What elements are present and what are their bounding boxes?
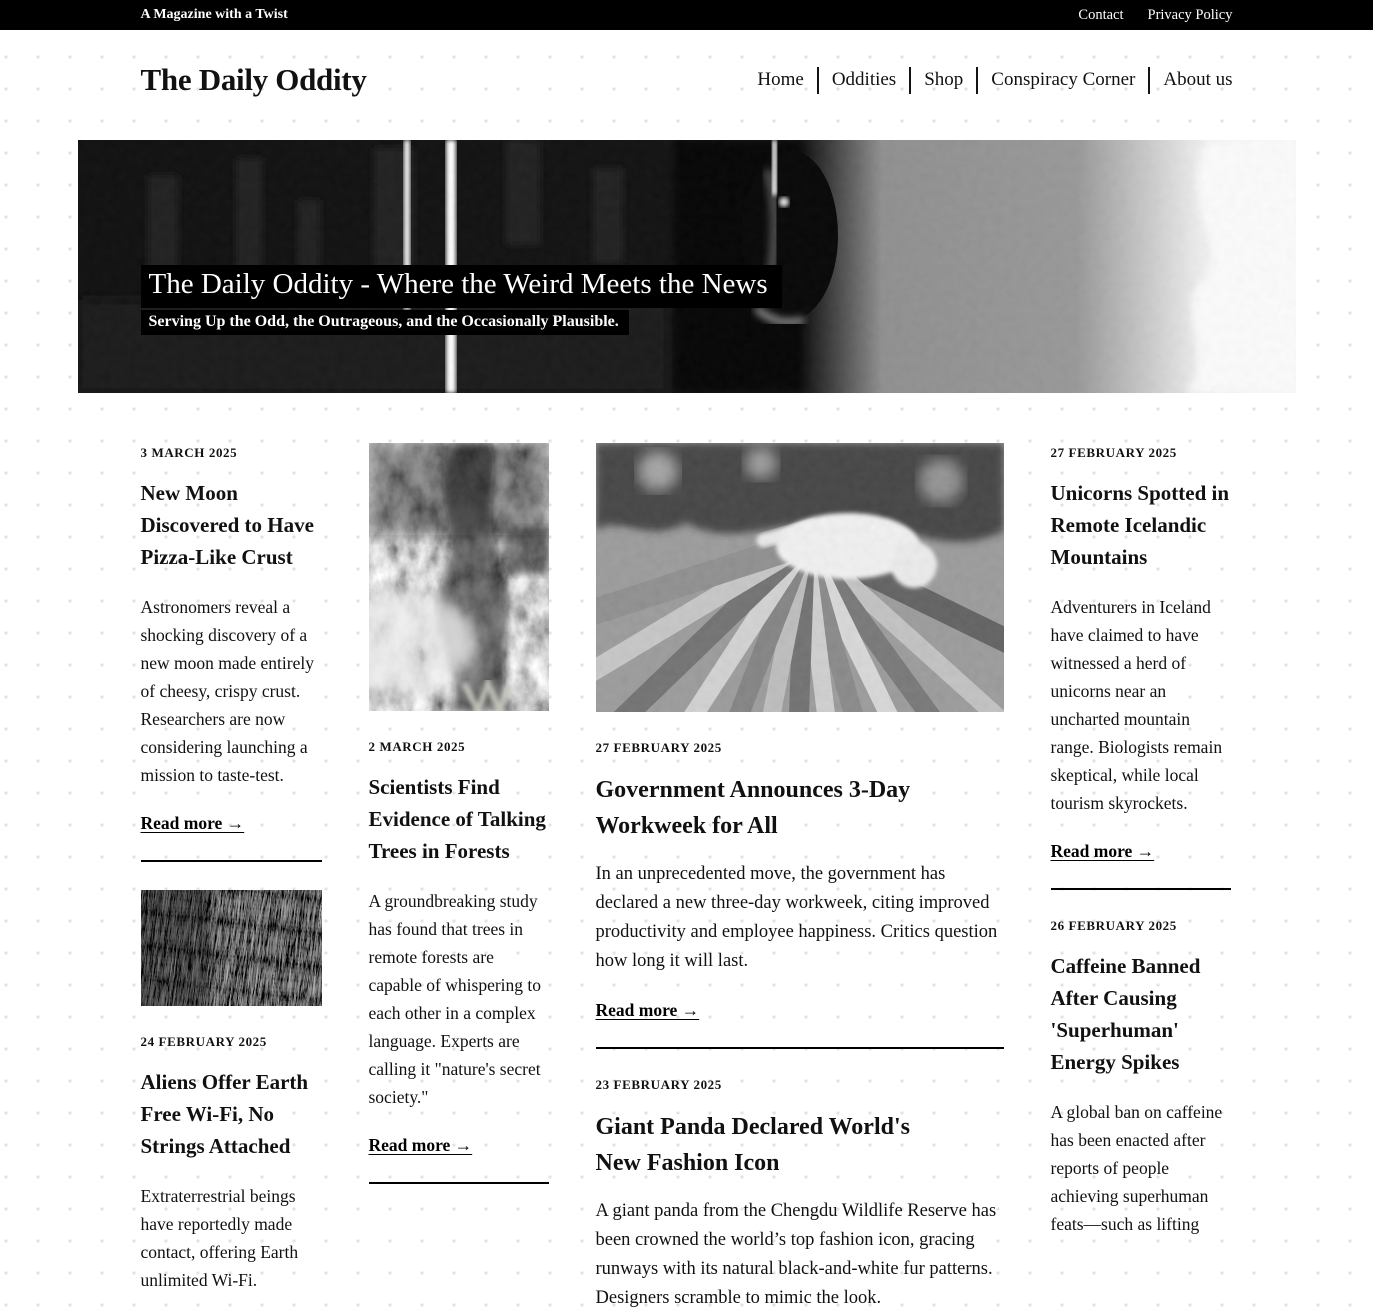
article-excerpt: Astronomers reveal a shocking discovery of a new moon made entirely of cheesy, crispy crust. Researchers are now considering launching a mission to taste-test.	[140, 597, 314, 785]
article-new-moon-pizza-crust	[141, 445, 322, 862]
articles-grid	[141, 443, 1233, 1309]
article-excerpt: A giant panda from the Chengdu Wildlife Reserve has been crowned the world’s top fashion icon, gracing runways with its natural black-and-white fur patterns. Designers scramble to mimic the look.	[595, 1201, 997, 1308]
article-three-day-workweek	[596, 443, 1004, 1049]
article-title[interactable]: Scientists Find Evidence of Talking Trees in Forests	[368, 775, 546, 863]
article-title[interactable]: Government Announces 3-Day Workweek for All	[595, 777, 911, 839]
article-title[interactable]: Caffeine Banned After Causing 'Superhuman' Energy Spikes	[1050, 954, 1201, 1074]
article-excerpt: Extraterrestrial beings have reportedly made contact, offering Earth unlimited Wi-Fi.	[140, 1186, 299, 1290]
article-title[interactable]: Aliens Offer Earth Free Wi-Fi, No Strings Attached	[140, 1070, 309, 1158]
column-3	[596, 443, 1004, 1309]
article-caffeine-ban	[1051, 918, 1231, 1238]
article-date: 2 MARCH 2025	[368, 739, 466, 754]
article-excerpt: In an unprecedented move, the government has declared a new three-day workweek, citing improved productivity and employee happiness. Critics question how long it will last.	[595, 864, 998, 971]
article-date: 24 FEBRUARY 2025	[140, 1034, 267, 1049]
read-more-link[interactable]: Read more →	[140, 813, 245, 833]
article-unicorns-iceland	[1051, 445, 1231, 890]
article-panda-fashion-icon	[596, 1077, 1004, 1309]
article-title[interactable]: Giant Panda Declared World's New Fashion Icon	[595, 1114, 910, 1176]
article-talking-trees	[369, 443, 549, 1184]
column-2	[369, 443, 549, 1212]
article-image-fur-texture[interactable]	[141, 890, 322, 1006]
topbar-links	[1078, 7, 1232, 24]
article-image-tree-trunk[interactable]	[369, 443, 549, 711]
article-date: 23 FEBRUARY 2025	[595, 1077, 722, 1092]
nav-separator	[817, 67, 819, 94]
nav-separator	[1148, 67, 1150, 94]
top-bar-inner	[141, 7, 1233, 24]
nav-separator	[976, 67, 978, 94]
nav-oddities[interactable]: Oddities	[831, 69, 897, 90]
article-date: 26 FEBRUARY 2025	[1050, 918, 1177, 933]
article-date: 27 FEBRUARY 2025	[595, 740, 722, 755]
article-divider	[369, 1182, 549, 1184]
read-more-link[interactable]: Read more →	[595, 1000, 700, 1020]
article-divider	[141, 860, 322, 862]
article-excerpt: Adventurers in Iceland have claimed to have witnessed a herd of unicorns near an uncharted mountain range. Biologists remain skeptical, while local tourism skyrockets.	[1050, 597, 1223, 813]
article-title[interactable]: Unicorns Spotted in Remote Icelandic Mountains	[1050, 481, 1230, 569]
hero-subheadline: Serving Up the Odd, the Outrageous, and the Occasionally Plausible.	[141, 310, 629, 335]
article-divider	[596, 1047, 1004, 1049]
nav-shop[interactable]: Shop	[924, 69, 964, 90]
nav-about-us[interactable]: About us	[1163, 69, 1233, 90]
article-divider	[1051, 888, 1231, 890]
article-date: 3 MARCH 2025	[140, 445, 238, 460]
article-date: 27 FEBRUARY 2025	[1050, 445, 1177, 460]
privacy-policy-link[interactable]: Privacy Policy	[1147, 6, 1233, 23]
hero-banner	[78, 140, 1296, 393]
article-excerpt: A groundbreaking study has found that trees in remote forests are capable of whispering to each other in a complex language. Experts are calling it "nature's secret society."	[368, 891, 542, 1107]
article-title[interactable]: New Moon Discovered to Have Pizza-Like Crust	[140, 481, 314, 569]
column-1	[141, 443, 322, 1309]
top-bar	[0, 0, 1373, 30]
read-more-link[interactable]: Read more →	[1050, 841, 1155, 861]
column-4	[1051, 443, 1231, 1262]
site-header	[141, 30, 1233, 120]
site-title[interactable]: The Daily Oddity	[140, 62, 367, 97]
contact-link[interactable]: Contact	[1078, 6, 1124, 23]
hero-text-overlay	[141, 265, 782, 335]
article-excerpt: A global ban on caffeine has been enacted after reports of people achieving superhuman feats—such as lifting	[1050, 1102, 1223, 1234]
article-aliens-free-wifi	[141, 890, 322, 1294]
nav-home[interactable]: Home	[757, 69, 804, 90]
nav-conspiracy-corner[interactable]: Conspiracy Corner	[991, 69, 1136, 90]
site-tagline: A Magazine with a Twist	[140, 7, 288, 22]
hero-headline: The Daily Oddity - Where the Weird Meets the News	[141, 265, 782, 308]
nav-separator	[909, 67, 911, 94]
article-image-cat-on-bamboo[interactable]	[596, 443, 1004, 712]
main-nav	[757, 67, 1232, 94]
read-more-link[interactable]: Read more →	[368, 1135, 473, 1155]
